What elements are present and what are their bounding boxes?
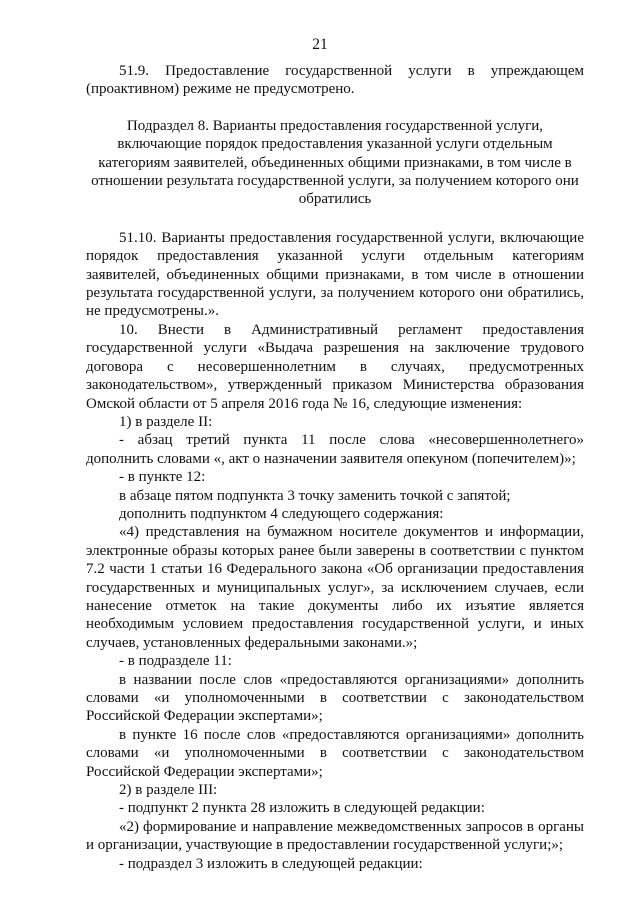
page-number: 21 [312, 36, 328, 53]
section-heading: Подраздел 8. Варианты предоставления государственной услуги, включающие порядок предоставления указанной услуги отдельным категориям заявителей, объединенных общими признаками, в том числе в отношении результата государственной услуги, за получением которого они обратились [91, 117, 579, 208]
paragraph: 2) в разделе III: [119, 782, 218, 799]
paragraph: - подпункт 2 пункта 28 изложить в следующей редакции: [119, 800, 485, 817]
paragraph: в пункте 16 после слов «предоставляются организациями» дополнить словами «и уполномоченными в соответствии с законодательством Российской Федерации экспертами»; [86, 726, 584, 780]
paragraph: - в пункте 12: [119, 469, 206, 486]
paragraph: 51.9. Предоставление государственной услуги в упреждающем (проактивном) режиме не предусмотрено. [86, 63, 584, 98]
paragraph: - абзац третий пункта 11 после слова «несовершеннолетнего» дополнить словами «, акт о назначении заявителя опекуном (попечителем)»; [86, 432, 584, 467]
paragraph: «2) формирование и направление межведомственных запросов в органы и организации, участвующие в предоставлении государственной услуги;»; [86, 818, 584, 854]
paragraph: 10. Внести в Административный регламент предоставления государственной услуги «Выдача разрешения на заключение трудового договора с несовершеннолетним в случаях, предусмотренных законодательством», утвержденный приказом Министерства образования Омской области от 5 апреля 2016 года № 16, следующие изменения: [86, 321, 584, 412]
document-body [86, 62, 584, 873]
paragraph: в названии после слов «предоставляются организациями» дополнить словами «и уполномоченными в соответствии с законодательством Российской Федерации экспертами»; [86, 671, 584, 725]
paragraph: в абзаце пятом подпункта 3 точку заменить точкой с запятой; [119, 487, 511, 504]
paragraph: - в подразделе 11: [119, 653, 232, 670]
paragraph: 1) в разделе II: [119, 413, 213, 430]
paragraph: дополнить подпунктом 4 следующего содержания: [119, 505, 444, 522]
paragraph: «4) представления на бумажном носителе документов и информации, электронные образы которых ранее были заверены в соответствии с пунктом 7.2 части 1 статьи 16 Федерального закона «Об организации предоставления государственных и муниципальных услуг», за исключением случаев, если нанесение отметок на такие документы либо их изъятие является необходимым условием предоставления государственной услуги, и иных случаев, установленных федеральными законами.»; [86, 524, 584, 651]
paragraph: - подраздел 3 изложить в следующей редакции: [119, 855, 423, 872]
paragraph: 51.10. Варианты предоставления государственной услуги, включающие порядок предоставления указанной услуги отдельным категориям заявителей, объединенных общими признаками, в том числе в отношении результата государственной услуги, за получением которого они обратились, не предусмотрены.». [86, 229, 584, 320]
